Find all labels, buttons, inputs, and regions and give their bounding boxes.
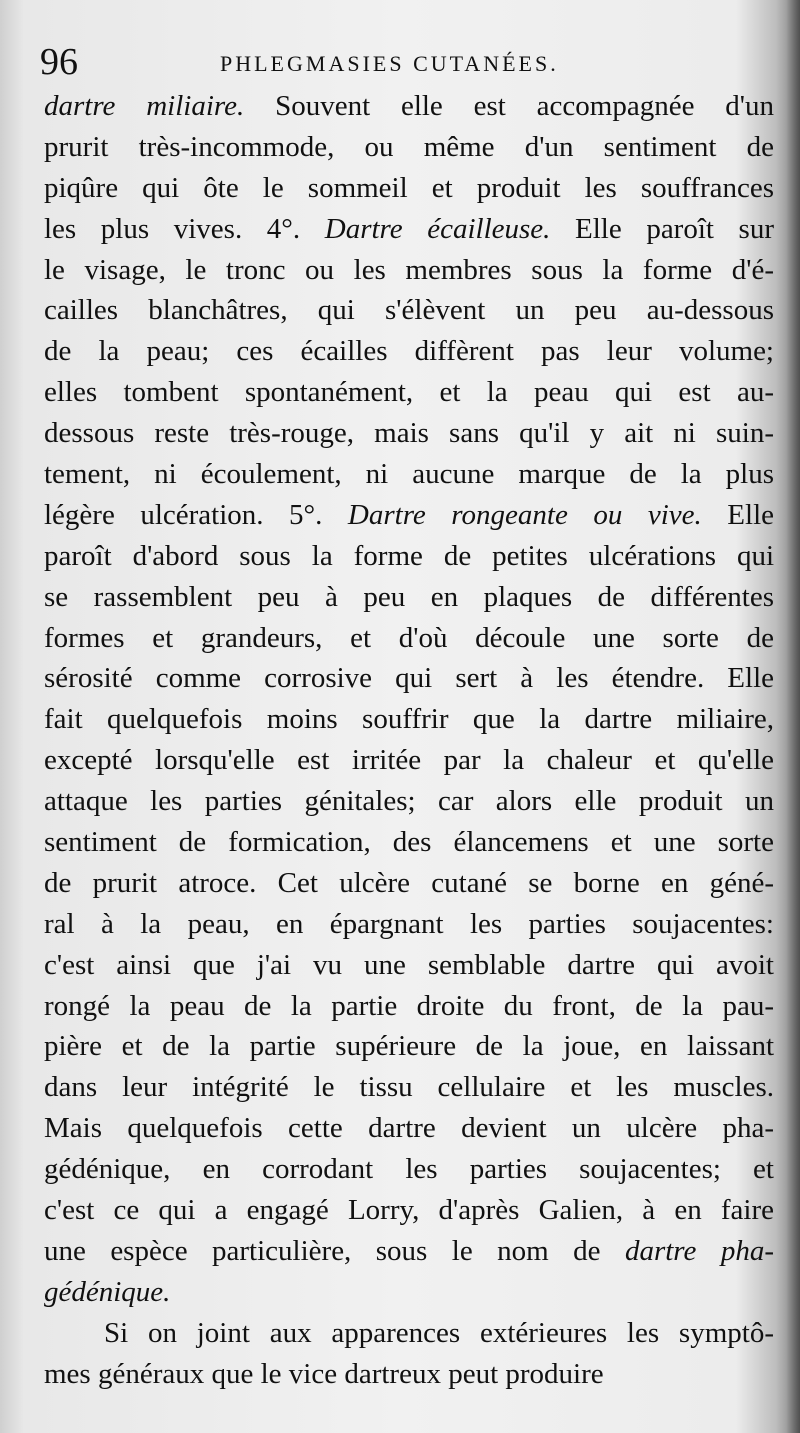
text-segment: Elle paroît sur xyxy=(550,212,774,245)
text-segment: piqûre qui ôte le sommeil et produit les souffrances xyxy=(44,171,774,204)
text-segment: Souvent elle est accompagnée d'un xyxy=(244,90,774,122)
text-line xyxy=(44,209,774,250)
text-line xyxy=(44,577,774,618)
text-segment: mes généraux que le vice dartreux peut produire xyxy=(44,1357,604,1390)
text-segment: les plus vives. 4°. xyxy=(44,212,325,245)
text-line xyxy=(44,495,774,536)
text-segment: Si on joint aux apparences extérieures les symptô- xyxy=(104,1316,774,1349)
text-segment: prurit très-incommode, ou même d'un sentiment de xyxy=(44,130,774,163)
text-segment: tement, ni écoulement, ni aucune marque de la plus xyxy=(44,458,774,491)
italic-text: Dartre rongeante ou vive. xyxy=(347,498,702,531)
text-segment: Mais quelquefois cette dartre devient un ulcère pha- xyxy=(44,1112,774,1145)
text-line xyxy=(44,454,774,495)
text-line xyxy=(44,945,774,986)
text-segment: ral à la peau, en épargnant les parties soujacentes: xyxy=(44,907,774,940)
text-segment: sérosité comme corrosive qui sert à les étendre. Elle xyxy=(44,662,774,695)
text-segment: paroît d'abord sous la forme de petites ulcérations qui xyxy=(44,539,774,572)
text-line xyxy=(44,1149,774,1190)
text-segment: pière et de la partie supérieure de la joue, en laissant xyxy=(44,1030,774,1063)
body-text xyxy=(44,86,774,1395)
text-segment: de prurit atroce. Cet ulcère cutané se borne en géné- xyxy=(44,866,774,899)
text-line xyxy=(44,372,774,413)
text-segment: sentiment de formication, des élancemens et une sorte xyxy=(44,826,774,859)
text-line xyxy=(44,127,774,168)
page-number: 96 xyxy=(40,41,78,83)
text-line xyxy=(44,413,774,454)
text-line xyxy=(44,1354,774,1395)
text-line xyxy=(44,618,774,659)
text-segment: fait quelquefois moins souffrir que la dartre miliaire, xyxy=(44,703,774,736)
text-line xyxy=(44,699,774,740)
text-line xyxy=(44,1313,774,1354)
text-line xyxy=(44,536,774,577)
text-segment: légère ulcération. 5°. xyxy=(44,498,348,531)
text-line xyxy=(44,86,774,127)
text-line xyxy=(44,168,774,209)
text-segment: elles tombent spontanément, et la peau qui est au- xyxy=(44,376,774,409)
text-line xyxy=(44,1272,774,1313)
page-edge-shadow xyxy=(786,0,800,1433)
text-line xyxy=(44,331,774,372)
text-segment: cailles blanchâtres, qui s'élèvent un peu au-dessous xyxy=(44,294,774,327)
italic-text: Dartre écailleuse. xyxy=(324,212,551,245)
text-line xyxy=(44,1026,774,1067)
text-line xyxy=(44,863,774,904)
text-segment: se rassemblent peu à peu en plaques de différentes xyxy=(44,580,774,613)
text-segment: c'est ainsi que j'ai vu une semblable dartre qui avoit xyxy=(44,948,774,981)
text-line xyxy=(44,1231,774,1272)
text-line xyxy=(44,740,774,781)
text-line xyxy=(44,986,774,1027)
text-segment: rongé la peau de la partie droite du front, de la pau- xyxy=(44,989,774,1022)
italic-text: dartre pha- xyxy=(624,1234,774,1267)
text-line xyxy=(44,290,774,331)
text-line xyxy=(44,781,774,822)
text-line xyxy=(44,822,774,863)
page-header xyxy=(40,40,760,84)
text-segment: gédénique, en corrodant les parties soujacentes; et xyxy=(44,1153,774,1186)
text-segment: Elle xyxy=(701,498,774,531)
text-segment: dessous reste très-rouge, mais sans qu'il y ait ni suin- xyxy=(44,417,774,450)
text-line xyxy=(44,1190,774,1231)
text-segment: formes et grandeurs, et d'où découle une sorte de xyxy=(44,621,774,654)
text-line xyxy=(44,250,774,291)
italic-text: dartre miliaire. xyxy=(44,90,245,122)
italic-text: gédénique. xyxy=(44,1275,171,1308)
text-line xyxy=(44,658,774,699)
text-segment: une espèce particulière, sous le nom de xyxy=(44,1234,625,1267)
text-segment: dans leur intégrité le tissu cellulaire et les muscles. xyxy=(44,1071,774,1104)
text-segment: c'est ce qui a engagé Lorry, d'après Galien, à en faire xyxy=(44,1194,774,1227)
text-segment: excepté lorsqu'elle est irritée par la chaleur et qu'elle xyxy=(44,744,774,777)
text-line xyxy=(44,1067,774,1108)
running-head: PHLEGMASIES CUTANÉES. xyxy=(220,51,559,76)
text-line xyxy=(44,1108,774,1149)
text-segment: le visage, le tronc ou les membres sous la forme d'é- xyxy=(44,253,774,286)
text-line xyxy=(44,904,774,945)
text-segment: attaque les parties génitales; car alors elle produit un xyxy=(44,785,774,818)
text-segment: de la peau; ces écailles diffèrent pas leur volume; xyxy=(44,335,774,368)
